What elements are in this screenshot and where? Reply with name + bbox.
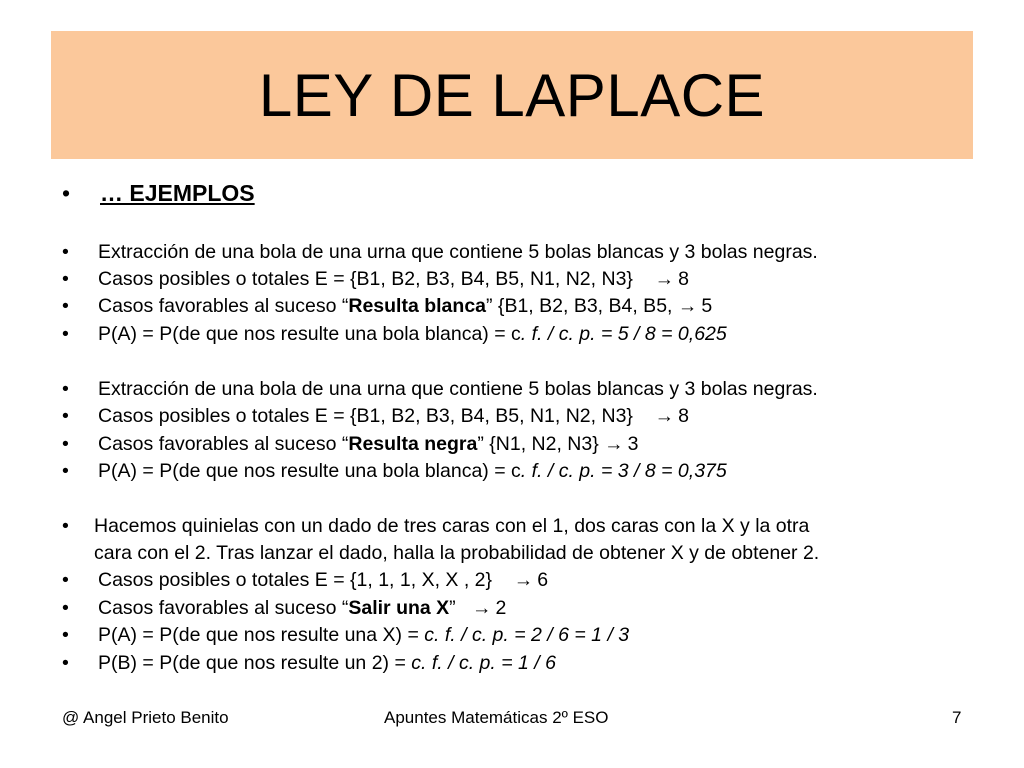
list-item-continuation: cara con el 2. Tras lanzar el dado, halla la probabilidad de obtener X y de obtener 2. xyxy=(94,542,820,564)
arrow-icon: → xyxy=(471,597,492,619)
list-item: • Casos favorables al suceso “Salir una X” → 2 xyxy=(62,597,507,619)
list-item: • P(A) = P(de que nos resulte una bola blanca) = c. f. / c. p. = 3 / 8 = 0,375 xyxy=(62,460,727,482)
arrow-icon: → xyxy=(513,569,534,591)
slide-title: LEY DE LAPLACE xyxy=(258,61,766,129)
list-item: • Casos favorables al suceso “Resulta blanca” {B1, B2, B3, B4, B5, → 5 xyxy=(62,295,713,317)
list-item: • Casos posibles o totales E = {B1, B2, B3, B4, B5, N1, N2, N3} → 8 xyxy=(62,268,689,290)
list-item: • Casos posibles o totales E = {1, 1, 1, X, X , 2} → 6 xyxy=(62,569,549,591)
section-heading: • … EJEMPLOS xyxy=(62,180,255,206)
list-item: • P(A) = P(de que nos resulte una X) = c. f. / c. p. = 2 / 6 = 1 / 3 xyxy=(62,624,630,646)
list-item: • Extracción de una bola de una urna que contiene 5 bolas blancas y 3 bolas negras. xyxy=(62,378,818,400)
arrow-icon: → xyxy=(677,295,698,317)
list-item: • P(A) = P(de que nos resulte una bola blanca) = c. f. / c. p. = 5 / 8 = 0,625 xyxy=(62,323,727,345)
list-item: • Casos posibles o totales E = {B1, B2, B3, B4, B5, N1, N2, N3} → 8 xyxy=(62,405,689,427)
arrow-icon: → xyxy=(604,433,624,455)
list-item: • P(B) = P(de que nos resulte un 2) = c. f. / c. p. = 1 / 6 xyxy=(62,652,556,674)
footer-course: Apuntes Matemáticas 2º ESO xyxy=(384,708,609,727)
list-item: • Hacemos quinielas con un dado de tres caras con el 1, dos caras con la X y la otra xyxy=(62,515,810,537)
list-item: • Extracción de una bola de una urna que contiene 5 bolas blancas y 3 bolas negras. xyxy=(62,241,818,263)
arrow-icon: → xyxy=(654,405,675,427)
title-banner xyxy=(51,31,973,159)
page-number: 7 xyxy=(952,708,962,727)
arrow-icon: → xyxy=(654,268,675,290)
footer-author: @ Angel Prieto Benito xyxy=(62,708,229,727)
list-item: • Casos favorables al suceso “Resulta negra” {N1, N2, N3} → 3 xyxy=(62,433,639,455)
heading-text: … EJEMPLOS xyxy=(100,180,255,206)
